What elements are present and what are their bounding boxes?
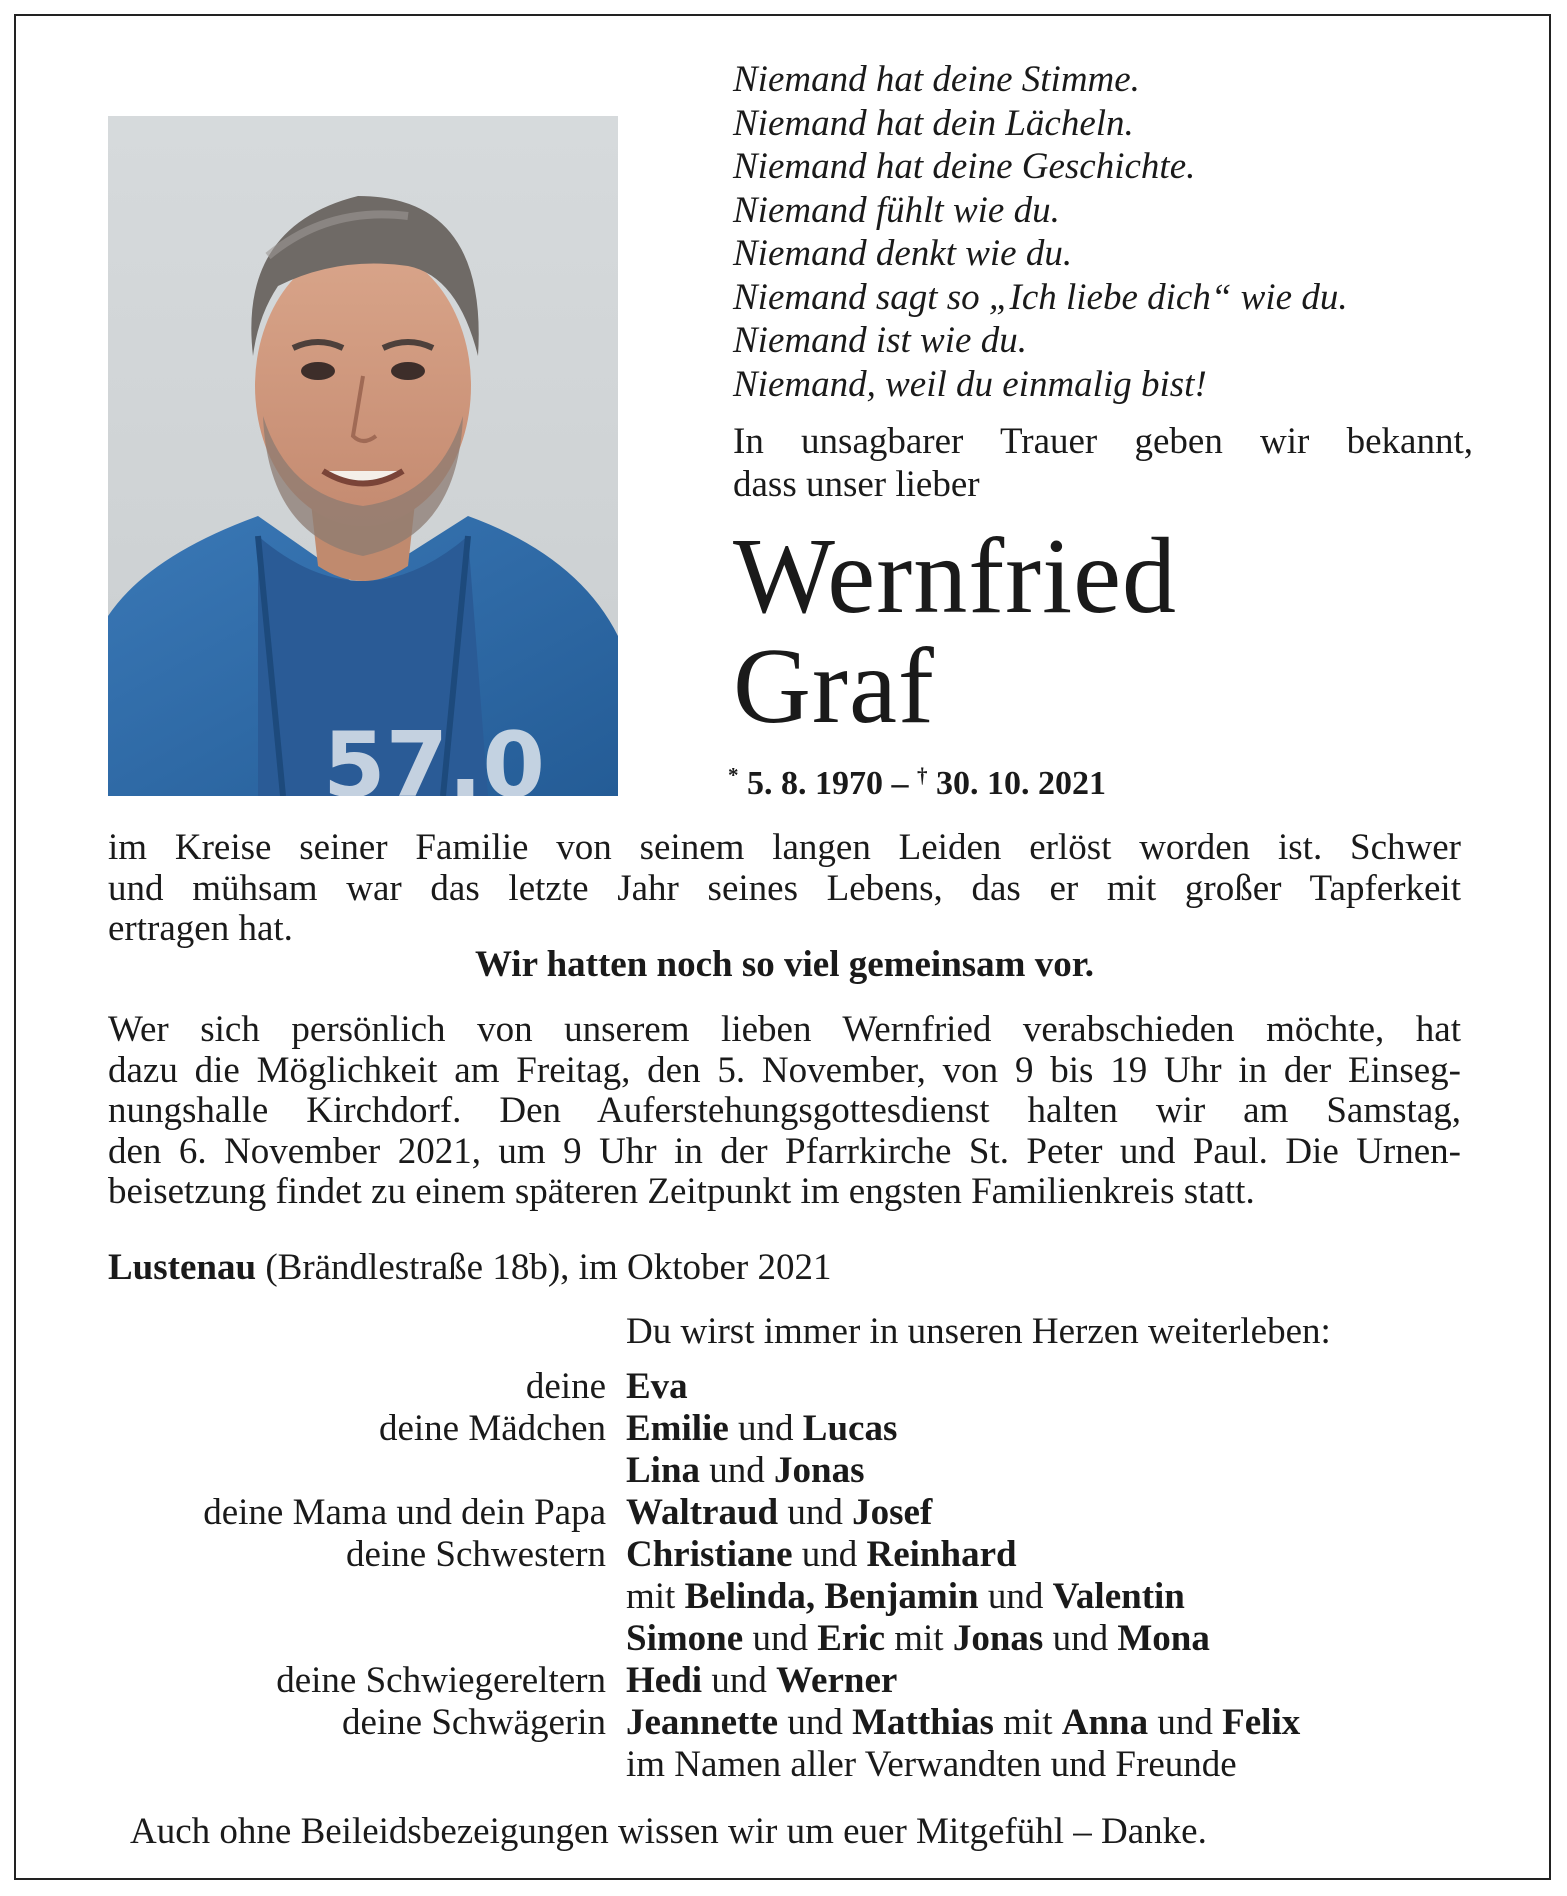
name-connector: und [792,1534,867,1575]
place-and-date [108,1246,831,1289]
paragraph-line: und mühsam war das letzte Jahr seines Lebens, das er mit großer Tapferkeit [108,867,1461,909]
death-date: 30. 10. 2021 [936,765,1106,802]
mourner-name: Josef [852,1492,933,1533]
paragraph-line: ertragen hat. [108,908,293,949]
paragraph-line: nungshalle Kirchdorf. Den Auferstehungsgottesdienst halten wir am Samstag, [108,1090,1461,1131]
mourner-names [626,1744,1237,1786]
last-name: Graf [733,627,935,746]
announcement-intro [733,420,1473,506]
mourner-names [626,1618,1210,1660]
mourner-relation [108,1744,606,1786]
mourner-name: Felix [1222,1702,1301,1743]
mourner-row [108,1660,1488,1702]
mourner-names [626,1366,688,1408]
paragraph-line: im Kreise seiner Familie von seinem langen Leiden erlöst worden ist. Schwer [108,827,1461,868]
town: Lustenau [108,1247,257,1288]
name-connector: und [1043,1618,1118,1659]
mourner-names [626,1660,897,1702]
name-connector: mit [885,1618,953,1659]
mourner-name: Hedi [626,1660,703,1701]
mourner-name: Belinda, Benjamin [684,1576,979,1617]
name-connector: und [743,1618,818,1659]
mourner-names [626,1576,1185,1618]
poem-line: Niemand hat dein Lächeln. [733,102,1134,144]
poem-line: Niemand fühlt wie du. [733,189,1060,231]
mourner-name: Jeannette [626,1702,779,1743]
address-and-month: (Brändlestraße 18b), im Oktober 2021 [256,1247,832,1288]
mourner-relation: deine Schwägerin [341,1702,606,1743]
paragraph-line: dazu die Möglichkeit am Freitag, den 5. November, von 9 bis 19 Uhr in der Einseg- [108,1049,1461,1091]
name-connector: mit [626,1576,685,1617]
name-connector: mit [993,1702,1062,1743]
portrait-illustration [108,116,618,796]
first-name: Wernfried [733,517,1178,636]
mourner-name: Waltraud [626,1492,779,1533]
mourner-names [626,1534,1017,1576]
svg-text:57.0: 57.0 [323,713,546,796]
closing-line: Auch ohne Beileidsbezeigungen wissen wir um euer Mitgefühl – Danke. [130,1811,1207,1852]
mourner-row [108,1492,1488,1534]
mourner-relation: deine Mädchen [378,1408,606,1449]
mourner-row [108,1534,1488,1576]
intro-line: dass unser lieber [733,464,980,505]
mourner-name: Werner [776,1660,898,1701]
mourners-list [108,1366,1488,1786]
mourner-row [108,1450,1488,1492]
mourner-name: Valentin [1052,1576,1185,1617]
portrait-photo [108,116,618,796]
name-connector: und [1148,1702,1223,1743]
mourner-names [626,1408,897,1450]
mourner-name: Eva [626,1366,688,1407]
poem-line: Niemand hat deine Stimme. [733,59,1140,100]
poem-line: Niemand denkt wie du. [733,233,1073,274]
name-connector: und [778,1702,853,1743]
deceased-name [733,517,1178,746]
name-connector: und [728,1408,803,1449]
paragraph-line: den 6. November 2021, um 9 Uhr in der Pfarrkirche St. Peter und Paul. Die Urnen- [108,1130,1461,1172]
mourner-names [626,1702,1300,1744]
announcement-paragraph [108,828,1461,950]
name-connector: und [978,1576,1053,1617]
ceremony-paragraph [108,1010,1461,1213]
mourner-name: Simone [626,1618,744,1659]
mourner-name: Christiane [626,1534,793,1575]
poem-line: Niemand ist wie du. [733,320,1027,361]
mourner-row [108,1366,1488,1408]
mourner-names [626,1492,932,1534]
mourner-relation: deine Schwestern [346,1534,606,1575]
mourner-name: Mona [1117,1618,1210,1659]
mourner-row [108,1618,1488,1660]
mourner-relation: deine [525,1366,606,1407]
motto: Wir hatten noch so viel gemeinsam vor. [474,944,1095,985]
intro-line: In unsagbarer Trauer geben wir bekannt, [733,421,1473,462]
farewell-line: Du wirst immer in unseren Herzen weiterleben: [626,1311,1331,1352]
birth-date: 5. 8. 1970 [747,765,883,802]
poem-line: Niemand, weil du einmalig bist! [733,363,1207,405]
birth-symbol: * [728,763,739,787]
name-connector: und [778,1492,853,1533]
mourner-row [108,1576,1488,1618]
mourner-name: Reinhard [866,1534,1017,1575]
mourner-name: Matthias [852,1702,994,1743]
poem-line: Niemand hat deine Geschichte. [733,146,1196,187]
poem [733,58,1493,406]
mourner-name: Anna [1061,1702,1149,1743]
name-connector: und [702,1660,777,1701]
poem-line: Niemand sagt so „Ich liebe dich“ wie du. [733,276,1348,318]
mourner-name: Lucas [802,1408,898,1449]
mourner-name: Jonas [952,1618,1044,1659]
mourner-row [108,1744,1488,1786]
paragraph-line: beisetzung findet zu einem späteren Zeitpunkt im engsten Familienkreis statt. [108,1171,1255,1212]
mourner-relation: deine Schwiegereltern [276,1660,606,1701]
name-connector: im Namen aller Verwandten und Freunde [626,1744,1237,1785]
death-symbol: † [917,763,928,787]
life-dates [728,763,1106,803]
mourner-name: Emilie [626,1408,729,1449]
mourner-relation [108,1618,606,1660]
name-connector: und [700,1450,775,1491]
mourner-row [108,1408,1488,1450]
mourner-names [626,1450,865,1492]
paragraph-line: Wer sich persönlich von unserem lieben Wernfried verabschieden möchte, hat [108,1009,1461,1050]
mourner-name: Eric [817,1618,885,1659]
mourner-row [108,1702,1488,1744]
mourner-relation [108,1450,606,1492]
date-dash: – [891,765,909,802]
mourner-relation: deine Mama und dein Papa [203,1492,606,1533]
mourner-name: Lina [626,1450,701,1491]
mourner-name: Jonas [774,1450,865,1491]
mourner-relation [108,1576,606,1618]
